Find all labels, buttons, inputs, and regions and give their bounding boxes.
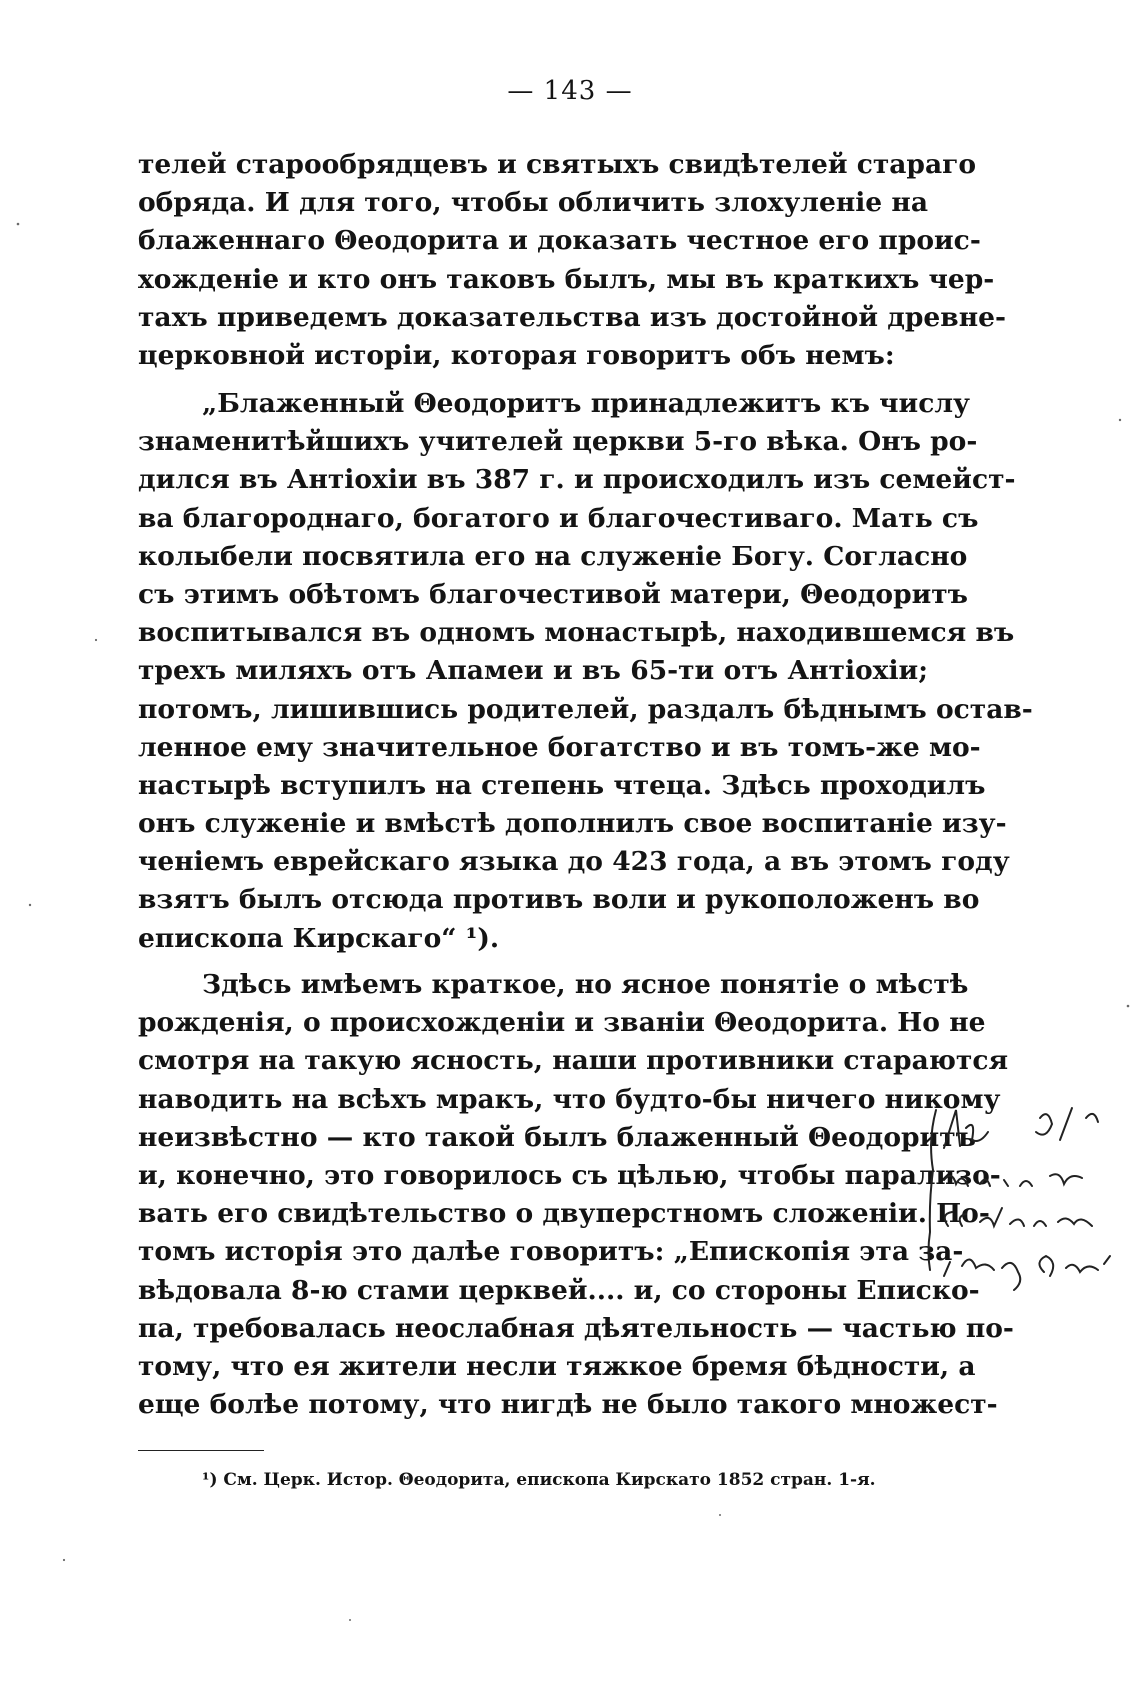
paragraph-2-quote bbox=[138, 385, 1033, 958]
text-line: Здѣсь имѣемъ краткое, но ясное понятіе о мѣстѣ bbox=[202, 969, 969, 1000]
footnote-divider bbox=[138, 1450, 264, 1451]
text-line: ленное ему значительное богатство и въ томъ-же мо- bbox=[138, 731, 981, 763]
text-line: настырѣ вступилъ на степень чтеца. Здѣсь проходилъ bbox=[138, 769, 986, 801]
text-line: тому, что ея жители несли тяжкое бремя бѣдности, а bbox=[138, 1350, 976, 1382]
text-line: епископа Кирскаго“ ¹). bbox=[138, 922, 500, 954]
text-line: смотря на такую ясность, наши противники стараются bbox=[138, 1045, 1009, 1077]
text-line: томъ исторія это далѣе говоритъ: „Епископія эта за- bbox=[138, 1236, 964, 1268]
text-line: воспитывался въ одномъ монастырѣ, находившемся въ bbox=[138, 617, 1015, 649]
footnote: ¹) См. Церк. Истор. Θеодорита, епископа Кирскато 1852 стран. 1-я. bbox=[202, 1470, 876, 1490]
text-line: и, конечно, это говорилось съ цѣлью, чтобы парализо- bbox=[138, 1159, 1001, 1191]
text-line: дился въ Антіохіи въ 387 г. и происходилъ изъ семейст- bbox=[138, 464, 1016, 496]
text-line: вѣдовала 8-ю стами церквей.... и, со стороны Еписко- bbox=[138, 1274, 980, 1306]
paragraph-3 bbox=[138, 966, 1014, 1424]
text-line: ченіемъ еврейскаго языка до 423 года, а въ этомъ году bbox=[138, 846, 1010, 878]
text-line: тахъ приведемъ доказательства изъ достойной древне- bbox=[138, 301, 1006, 333]
text-line: неизвѣстно — кто такой былъ блаженный Θеодоритъ bbox=[138, 1121, 976, 1153]
page-number: — 143 — bbox=[507, 76, 633, 106]
text-line: онъ служеніе и вмѣстѣ дополнилъ свое воспитаніе изу- bbox=[138, 808, 1007, 840]
text-line: ва благороднаго, богатого и благочестиваго. Мать съ bbox=[138, 502, 979, 534]
text-line: наводить на всѣхъ мракъ, что будто-бы ничего никому bbox=[138, 1083, 1001, 1115]
text-line: знаменитѣйшихъ учителей церкви 5-го вѣка. Онъ ро- bbox=[138, 426, 978, 458]
text-line: церковной исторіи, которая говоритъ объ немъ: bbox=[138, 339, 895, 371]
text-line: вать его свидѣтельство о двуперстномъ сложеніи. По- bbox=[138, 1198, 990, 1230]
handwriting-stroke bbox=[1036, 1114, 1052, 1135]
text-line: рожденія, о происхожденіи и званіи Θеодорита. Но не bbox=[138, 1007, 986, 1039]
text-line: обряда. И для того, чтобы обличить злохуленіе на bbox=[138, 187, 928, 219]
paragraph-1 bbox=[138, 146, 1006, 375]
text-line: хожденіе и кто онъ таковъ былъ, мы въ краткихъ чер- bbox=[138, 263, 995, 295]
text-line: блаженнаго Θеодорита и доказать честное его проис- bbox=[138, 225, 981, 257]
text-line: трехъ миляхъ отъ Апамеи и въ 65-ти отъ Антіохіи; bbox=[138, 655, 928, 687]
text-line: „Блаженный Θеодоритъ принадлежитъ къ числу bbox=[202, 388, 970, 419]
text-line: еще болѣе потому, что нигдѣ не было такого множест- bbox=[138, 1389, 998, 1421]
text-line: колыбели посвятила его на служеніе Богу. Согласно bbox=[138, 540, 968, 572]
text-line: потомъ, лишившись родителей, раздалъ бѣднымъ остав- bbox=[138, 693, 1033, 725]
text-line: телей старообрядцевъ и святыхъ свидѣтелей стараго bbox=[138, 149, 977, 180]
handwriting-stroke bbox=[1060, 1108, 1098, 1140]
text-line: взятъ былъ отсюда противъ воли и рукоположенъ во bbox=[138, 884, 980, 916]
text-line: съ этимъ обѣтомъ благочестивой матери, Θеодоритъ bbox=[138, 578, 969, 610]
text-line: па, требовалась неослабная дѣятельность — частью по- bbox=[138, 1312, 1014, 1344]
